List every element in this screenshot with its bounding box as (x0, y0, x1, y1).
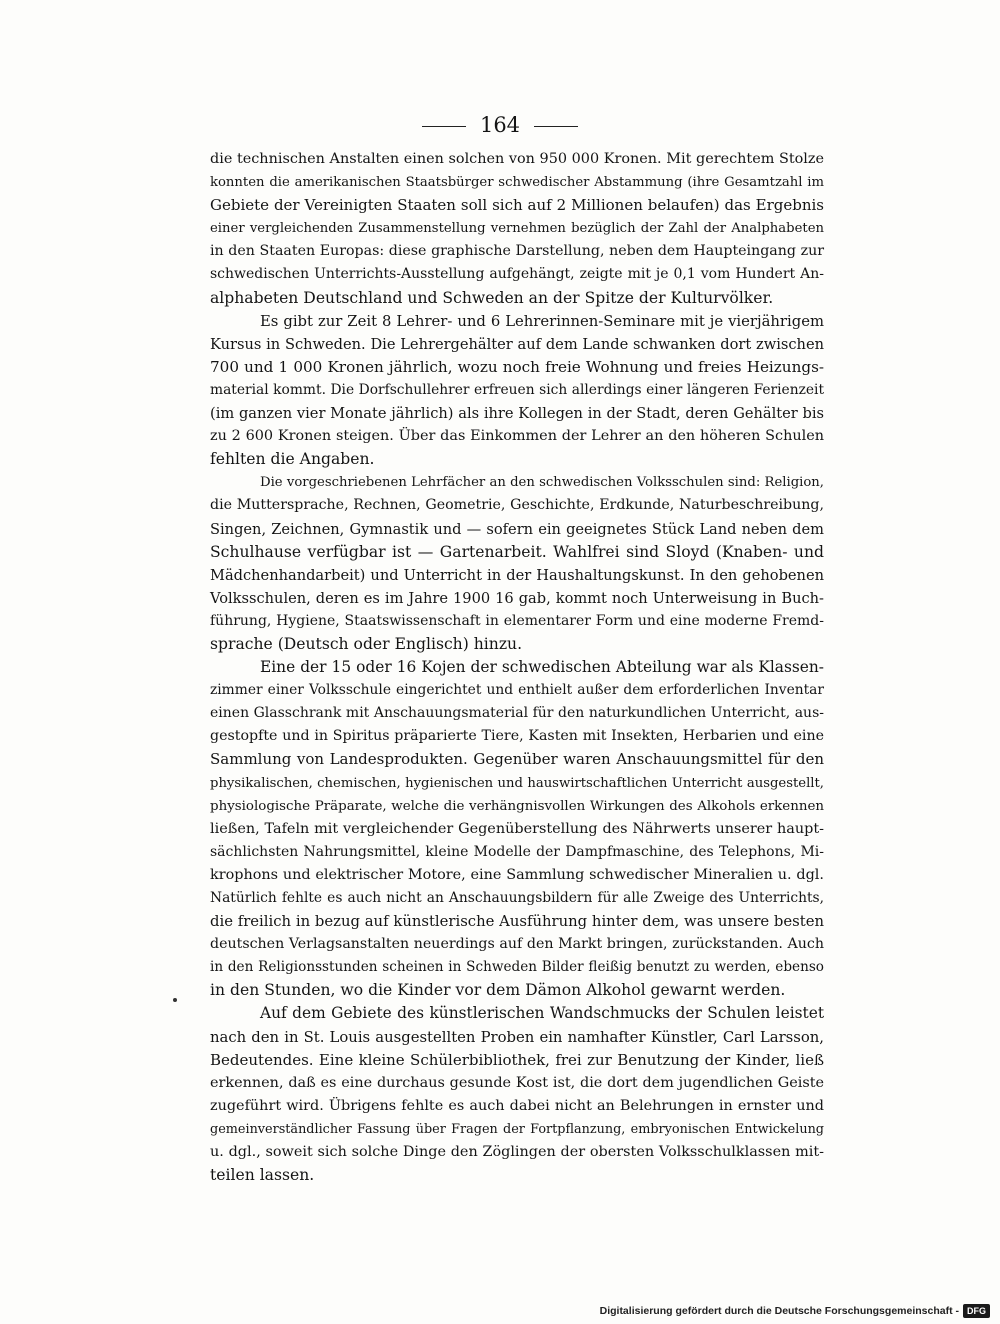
text-line: Sammlung von Landesprodukten. Gegenüber waren Anschauungsmittel für den (210, 750, 824, 769)
page-header (0, 112, 1000, 138)
text-line: Eine der 15 oder 16 Kojen der schwedischen Abteilung war als Klassen- (260, 658, 824, 677)
text-line: zu 2 600 Kronen steigen. Über das Einkommen der Lehrer an den höheren Schulen (210, 428, 824, 445)
text-line: Singen, Zeichnen, Gymnastik und — sofern ein geeignetes Stück Land neben dem (210, 520, 824, 538)
header-dash-left (422, 126, 466, 127)
text-line: Volksschulen, deren es im Jahre 1900 16 gab, kommt noch Unterweisung in Buch- (210, 589, 824, 607)
text-line: sprache (Deutsch oder Englisch) hinzu. (210, 634, 523, 653)
text-line: teilen lassen. (210, 1166, 315, 1185)
text-line: Es gibt zur Zeit 8 Lehrer- und 6 Lehrerinnen-Seminare mit je vierjährigem (260, 312, 824, 330)
text-line: die freilich in bezug auf künstlerische Ausführung hinter dem, was unsere besten (210, 913, 824, 931)
text-line: gestopfte und in Spiritus präparierte Tiere, Kasten mit Insekten, Herbarien und eine (210, 728, 824, 745)
text-line: in den Stunden, wo die Kinder vor dem Dämon Alkohol gewarnt werden. (210, 981, 786, 1000)
footer-text: Digitalisierung gefördert durch die Deutsche Forschungsgemeinschaft - (599, 1305, 959, 1317)
text-line: einen Glasschrank mit Anschauungsmaterial für den naturkundlichen Unterricht, aus- (210, 705, 824, 722)
text-line: Kursus in Schweden. Die Lehrergehälter auf dem Lande schwanken dort zwischen (210, 335, 824, 353)
text-line: gemeinverständlicher Fassung über Fragen der Fortpflanzung, embryonischen Entwickelung (210, 1121, 824, 1137)
text-line: erkennen, daß es eine durchaus gesunde Kost ist, die dort dem jugendlichen Geiste (210, 1074, 824, 1091)
text-line: zimmer einer Volksschule eingerichtet und enthielt außer dem erforderlichen Inventar (210, 682, 824, 699)
text-line: fehlten die Angaben. (210, 450, 375, 469)
text-line: 700 und 1 000 Kronen jährlich, wozu noch freie Wohnung und freies Heizungs- (210, 357, 824, 376)
text-line: deutschen Verlagsanstalten neuerdings auf den Markt bringen, zurückstanden. Auch (210, 936, 824, 953)
text-line: physikalischen, chemischen, hygienischen und hauswirtschaftlichen Unterricht ausgestellt, (210, 775, 824, 791)
margin-dot (173, 998, 177, 1002)
text-line: nach den in St. Louis ausgestellten Proben ein namhafter Künstler, Carl Larsson, (210, 1028, 824, 1046)
digitization-footer (600, 1304, 990, 1318)
text-line: konnten die amerikanischen Staatsbürger schwedischer Abstammung (ihre Gesamtzahl im (210, 175, 824, 191)
text-line: Gebiete der Vereinigten Staaten soll sich auf 2 Millionen belaufen) das Ergebnis (210, 196, 824, 215)
page-number: 164 (479, 113, 521, 137)
text-line: in den Staaten Europas: diese graphische Darstellung, neben dem Haupteingang zur (210, 243, 824, 260)
dfg-logo: DFG (963, 1304, 990, 1318)
text-line: physiologische Präparate, welche die verhängnisvollen Wirkungen des Alkohols erkennen (210, 798, 824, 814)
text-line: ließen, Tafeln mit vergleichender Gegenüberstellung des Nährwerts unserer haupt- (210, 820, 824, 837)
text-line: Mädchenhandarbeit) und Unterricht in der Haushaltungskunst. In den gehobenen (210, 566, 824, 584)
page-body (210, 148, 824, 1187)
text-line: einer vergleichenden Zusammenstellung vernehmen bezüglich der Zahl der Analphabeten (210, 221, 824, 237)
text-line: in den Religionsstunden scheinen in Schweden Bilder fleißig benutzt zu werden, ebenso (210, 959, 824, 976)
text-line: sächlichsten Nahrungsmittel, kleine Modelle der Dampfmaschine, des Telephons, Mi- (210, 843, 824, 860)
text-line: Schulhause verfügbar ist — Gartenarbeit. Wahlfrei sind Sloyd (Knaben- und (210, 542, 824, 561)
text-line: führung, Hygiene, Staatswissenschaft in elementarer Form und eine moderne Fremd- (210, 612, 824, 629)
text-line: schwedischen Unterrichts-Ausstellung aufgehängt, zeigte mit je 0,1 vom Hundert An- (210, 266, 824, 283)
header-dash-right (534, 126, 578, 127)
text-line: material kommt. Die Dorfschullehrer erfreuen sich allerdings einer längeren Ferienzeit (210, 381, 824, 398)
text-line: die technischen Anstalten einen solchen von 950 000 Kronen. Mit gerechtem Stolze (210, 151, 824, 167)
text-line: zugeführt wird. Übrigens fehlte es auch dabei nicht an Belehrungen in ernster und (210, 1097, 824, 1114)
text-line: (im ganzen vier Monate jährlich) als ihre Kollegen in der Stadt, deren Gehälter bis (210, 405, 824, 423)
text-line: Die vorgeschriebenen Lehrfächer an den schwedischen Volksschulen sind: Religion, (260, 475, 824, 491)
text-line: die Muttersprache, Rechnen, Geometrie, Geschichte, Erdkunde, Naturbeschreibung, (210, 497, 824, 514)
text-line: Auf dem Gebiete des künstlerischen Wandschmucks der Schulen leistet (260, 1004, 824, 1023)
text-line: Bedeutendes. Eine kleine Schülerbibliothek, frei zur Benutzung der Kinder, ließ (210, 1050, 824, 1069)
text-line: alphabeten Deutschland und Schweden an der Spitze der Kulturvölker. (210, 288, 774, 307)
text-line: u. dgl., soweit sich solche Dinge den Zöglingen der obersten Volksschulklassen mit- (210, 1144, 824, 1161)
text-line: Natürlich fehlte es auch nicht an Anschauungsbildern für alle Zweige des Unterrichts, (210, 890, 824, 906)
text-line: krophons und elektrischer Motore, eine Sammlung schwedischer Mineralien u. dgl. (210, 866, 824, 883)
